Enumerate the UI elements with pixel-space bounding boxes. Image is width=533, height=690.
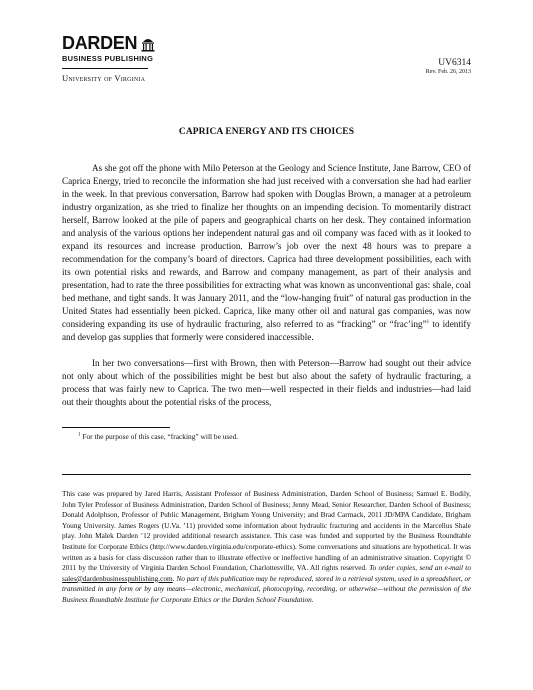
logo-subtitle: BUSINESS PUBLISHING — [62, 54, 154, 63]
case-number: UV6314 — [438, 58, 471, 68]
legal-divider — [62, 474, 471, 475]
order-copies-text: To order copies, send an e-mail to — [369, 563, 471, 573]
sales-email-link[interactable]: sales@dardenbusinesspublishing.com — [62, 573, 173, 583]
university-name: University of Virginia — [62, 73, 146, 83]
darden-logo — [62, 34, 172, 83]
legal-notice — [62, 489, 471, 606]
footnote-mark: 1 — [78, 432, 81, 438]
footnote-divider — [62, 427, 170, 428]
footnote-ref[interactable]: 1 — [426, 319, 430, 325]
logo-name: DARDEN — [62, 33, 138, 53]
footnote-text: For the purpose of this case, “fracking” will be used. — [80, 432, 239, 441]
paragraph-2: In her two conversations—first with Brown, then with Peterson—Barrow had sought out their advice not only about which of the possibilities might be best but also about the safety of hydraulic fracturing, a process that was fairly new to Caprica. The two men—well respected in their fields and industries—had laid out their thoughts about the potential risks of the process, — [62, 358, 471, 407]
case-code-block — [426, 58, 471, 75]
paragraph-1-text-end: to identify and develop gas supplies that formerly were considered inaccessible. — [62, 319, 472, 342]
logo-divider — [62, 68, 148, 69]
rotunda-icon — [140, 36, 156, 52]
footnote — [78, 432, 238, 441]
rights-text: . No part of this publication may be reproduced, stored in a retrieval system, used in a spreadsheet, or transmitted in any form or by any means—electronic, mechanical, photocopying, recording, or otherwise—without the permission of the Business Roundtable Institute for Corporate Ethics or the Darden School Foundation. — [62, 573, 471, 604]
body-text — [62, 162, 471, 409]
paragraph-1 — [62, 162, 471, 344]
document-title: CAPRICA ENERGY AND ITS CHOICES — [178, 127, 355, 137]
logo-wordmark — [62, 34, 172, 52]
revision-date: Rev. Feb. 26, 2013 — [425, 69, 471, 75]
legal-main-text: This case was prepared by Jared Harris, Assistant Professor of Business Administration, Darden School of Business; Samuel E. Bodily, John Tyler Professor of Business Administration, Darden School of Business; Jenny Mead, Senior Researcher, Darden School of Business; Donald Adolphson, Professor of Public Management, Brigham Young University; and Brad Carmack, 2011 JD/MPA Candidate, Brigham Young University. James Rogers (U.Va. ’11) provided some information about hydraulic fracturing and accidents in the Marcellus Shale play. John Malek Darden ’12 provided additional research assistance. This case was funded and supported by the Business Roundtable Institute for Corporate Ethics (http://www.darden.virginia.edu/corporate-ethics). Some conversations and situations are hypothetical. It was written as a basis for class discussion rather than to illustrate effective or ineffective handling of an administrative situation. Copyright © 2011 by the University of Virginia Darden School Foundation, Charlottesville, VA. All rights reserved. — [62, 489, 471, 573]
paragraph-1-text: As she got off the phone with Milo Peterson at the Geology and Science Institute, Jane Barrow, CEO of Caprica Energy, tried to reconcile the information she had just received with a conversation she had had earlier in the week. In that previous conversation, Barrow had spoken with Douglas Brown, a manager at a petroleum industry organization, as she tried to finalize her thoughts on an impending decision. To momentarily distract herself, Barrow looked at the pile of papers and geographical charts on her desk. They contained information and analysis of the various options her independent natural gas and oil company was faced with as it looked to expand its resources and increase production. Barrow’s job over the next 48 hours was to prepare a recommendation for the company’s board of directors. Caprica had three development possibilities, each with its own potential risks and rewards, and Barrow and company management, as part of their analysis and presentation, had to rate the three possibilities for extracting what was known as unconventional gas: shale, coal bed methane, and tight sands. It was January 2011, and the “low-hanging fruit” of natural gas production in the United States had essentially been picked. Caprica, like many other oil and natural gas companies, was now considering expanding its use of hydraulic fracturing, also referred to as “fracking” or “frac’ing” — [62, 163, 471, 329]
